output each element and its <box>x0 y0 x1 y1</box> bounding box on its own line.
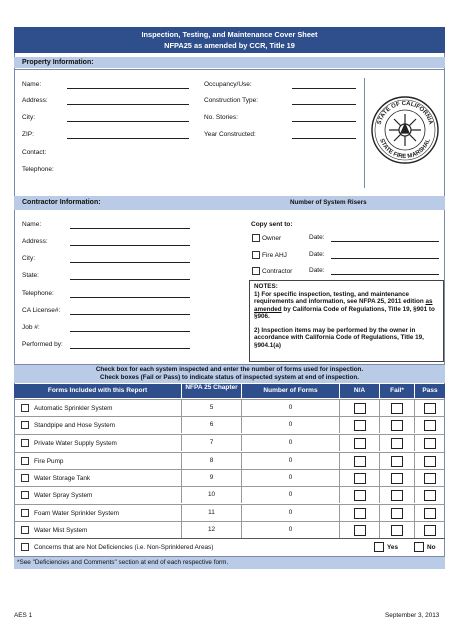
na-checkbox[interactable] <box>354 456 366 467</box>
header-chapter: NFPA 25 Chapter <box>182 384 242 398</box>
na-cell <box>340 470 380 486</box>
contractor-field-label: Address: <box>22 238 48 245</box>
copy-sent-checkbox[interactable] <box>252 251 260 259</box>
form-name-cell <box>14 522 182 538</box>
seal-area <box>364 78 444 188</box>
property-field-input[interactable] <box>67 104 189 105</box>
fail-checkbox[interactable] <box>391 403 403 414</box>
chapter-cell: 10 <box>182 487 242 503</box>
property-detail-input[interactable] <box>292 88 356 89</box>
form-name-cell <box>14 470 182 486</box>
system-inspected-checkbox[interactable] <box>21 404 29 412</box>
state-fire-marshal-seal-icon <box>365 78 445 188</box>
system-inspected-checkbox[interactable] <box>21 526 29 534</box>
na-checkbox[interactable] <box>354 525 366 536</box>
table-row <box>14 504 445 521</box>
pass-checkbox[interactable] <box>424 508 436 519</box>
contractor-field-label: Telephone: <box>22 290 54 297</box>
contractor-field-label: City: <box>22 255 35 262</box>
title-line-2: NFPA25 as amended by CCR, Title 19 <box>164 41 295 50</box>
copy-sent-option-label: Owner <box>262 235 282 242</box>
header-na: N/A <box>340 384 380 398</box>
contractor-field-input[interactable] <box>70 331 190 332</box>
number-of-forms-cell[interactable]: 0 <box>242 400 340 416</box>
copy-sent-date-input[interactable] <box>331 258 439 259</box>
contractor-field-input[interactable] <box>70 279 190 280</box>
table-row <box>14 416 445 433</box>
fail-checkbox[interactable] <box>391 438 403 449</box>
form-name-label: Water Storage Tank <box>34 475 91 482</box>
property-section-heading: Property Information: <box>14 57 445 68</box>
property-field-label: City: <box>22 114 35 121</box>
number-of-forms-cell[interactable]: 0 <box>242 417 340 433</box>
copy-sent-date-label: Date: <box>309 267 325 274</box>
copy-sent-date-label: Date: <box>309 234 325 241</box>
copy-sent-date-label: Date: <box>309 251 325 258</box>
header-number-of-forms: Number of Forms <box>242 384 340 398</box>
pass-cell <box>415 453 445 469</box>
na-cell <box>340 505 380 521</box>
na-cell <box>340 400 380 416</box>
instructions-line-2: Check boxes (Fail or Pass) to indicate status of inspected system at end of inspection. <box>100 374 359 381</box>
copy-sent-checkbox[interactable] <box>252 234 260 242</box>
contractor-field-label: CA License#: <box>22 307 61 314</box>
header-fail: Fail* <box>380 384 415 398</box>
property-field-label: ZIP: <box>22 131 34 138</box>
form-name-label: Automatic Sprinkler System <box>34 405 113 412</box>
system-inspected-checkbox[interactable] <box>21 457 29 465</box>
form-name-cell <box>14 505 182 521</box>
contractor-field-input[interactable] <box>70 245 190 246</box>
na-checkbox[interactable] <box>354 473 366 484</box>
fail-cell <box>380 470 415 486</box>
pass-cell <box>415 417 445 433</box>
chapter-cell: 8 <box>182 453 242 469</box>
form-name-cell <box>14 400 182 416</box>
table-row <box>14 469 445 486</box>
copy-sent-checkbox[interactable] <box>252 267 260 275</box>
pass-cell <box>415 487 445 503</box>
pass-checkbox[interactable] <box>424 456 436 467</box>
form-name-label: Private Water Supply System <box>34 440 117 447</box>
number-of-forms-cell[interactable]: 0 <box>242 470 340 486</box>
chapter-cell: 5 <box>182 400 242 416</box>
instructions-line-1: Check box for each system inspected and enter the number of forms used for inspection. <box>95 366 364 373</box>
note-1-text-end: by California Code of Regulations, Title 19, §901 to §906. <box>254 305 435 320</box>
na-checkbox[interactable] <box>354 438 366 449</box>
fail-cell <box>380 522 415 538</box>
copy-sent-date-input[interactable] <box>331 274 439 275</box>
form-name-label: Water Spray System <box>34 492 93 499</box>
system-inspected-checkbox[interactable] <box>21 421 29 429</box>
na-cell <box>340 522 380 538</box>
fail-checkbox[interactable] <box>391 525 403 536</box>
na-cell <box>340 435 380 451</box>
number-of-forms-cell[interactable]: 0 <box>242 435 340 451</box>
system-inspected-checkbox[interactable] <box>21 439 29 447</box>
property-field-input[interactable] <box>67 88 189 89</box>
contractor-field-input[interactable] <box>70 262 190 263</box>
contractor-field-input[interactable] <box>70 297 190 298</box>
form-name-cell <box>14 435 182 451</box>
chapter-cell: 12 <box>182 522 242 538</box>
yes-label: Yes <box>387 544 399 551</box>
concerns-label: Concerns that are Not Deficiencies (i.e. Non-Sprinklered Areas) <box>34 544 214 551</box>
chapter-cell: 6 <box>182 417 242 433</box>
property-detail-label: Occupancy/Use: <box>204 81 252 88</box>
contractor-field-input[interactable] <box>70 314 190 315</box>
notes-title: NOTES: <box>254 283 278 290</box>
number-of-forms-cell[interactable]: 0 <box>242 505 340 521</box>
form-name-label: Fire Pump <box>34 458 64 465</box>
no-label: No <box>427 544 436 551</box>
pass-checkbox[interactable] <box>424 490 436 501</box>
fail-cell <box>380 453 415 469</box>
number-of-forms-cell[interactable]: 0 <box>242 487 340 503</box>
form-name-cell <box>14 453 182 469</box>
pass-checkbox[interactable] <box>424 473 436 484</box>
system-inspected-checkbox[interactable] <box>21 474 29 482</box>
contractor-field-label: Job #: <box>22 324 40 331</box>
fail-checkbox[interactable] <box>391 490 403 501</box>
property-detail-input[interactable] <box>292 138 356 139</box>
fail-cell <box>380 435 415 451</box>
copy-sent-option-label: Fire AHJ <box>262 252 287 259</box>
property-field-label: Address: <box>22 97 48 104</box>
property-detail-input[interactable] <box>292 104 356 105</box>
property-detail-label: Construction Type: <box>204 97 259 104</box>
chapter-cell: 9 <box>182 470 242 486</box>
pass-cell <box>415 505 445 521</box>
property-detail-input[interactable] <box>292 121 356 122</box>
notes-box <box>249 280 444 362</box>
form-name-label: Foam Water Sprinkler System <box>34 510 119 517</box>
fail-checkbox[interactable] <box>391 456 403 467</box>
concerns-row <box>14 538 445 556</box>
table-row <box>14 434 445 451</box>
footnote: *See "Deficiencies and Comments" section at end of each respective form. <box>14 556 445 569</box>
contractor-field-label: State: <box>22 272 39 279</box>
table-row <box>14 486 445 503</box>
na-cell <box>340 417 380 433</box>
pass-checkbox[interactable] <box>424 403 436 414</box>
na-checkbox[interactable] <box>354 403 366 414</box>
fail-checkbox[interactable] <box>391 420 403 431</box>
note-1-underlined: as amended <box>254 298 433 313</box>
footer-date: September 3, 2013 <box>385 612 440 619</box>
no-checkbox[interactable] <box>414 542 424 552</box>
fail-cell <box>380 417 415 433</box>
copy-sent-date-input[interactable] <box>331 241 439 242</box>
note-1-text: 1) For specific inspection, testing, and maintenance requirements and information, see NFPA 25, 2011 edition <box>254 290 426 305</box>
note-1 <box>254 291 439 321</box>
contractor-heading-text: Contractor Information: <box>22 199 101 206</box>
property-field-label: Contact: <box>22 149 47 156</box>
instructions-band <box>14 364 445 383</box>
form-name-cell <box>14 487 182 503</box>
property-field-input[interactable] <box>67 138 189 139</box>
form-name-label: Standpipe and Hose System <box>34 422 115 429</box>
contractor-section-heading <box>14 196 445 210</box>
pass-cell <box>415 470 445 486</box>
header-forms: Forms Included with this Report <box>14 384 182 398</box>
yes-checkbox[interactable] <box>374 542 384 552</box>
fail-cell <box>380 505 415 521</box>
contractor-field-input[interactable] <box>70 228 190 229</box>
divider <box>14 69 445 70</box>
property-field-label: Telephone: <box>22 166 54 173</box>
copy-sent-to-label: Copy sent to: <box>251 221 293 228</box>
property-field-input[interactable] <box>67 121 189 122</box>
system-inspected-checkbox[interactable] <box>21 491 29 499</box>
form-name-cell <box>14 417 182 433</box>
header-pass: Pass <box>422 387 438 394</box>
number-of-forms-cell[interactable]: 0 <box>242 453 340 469</box>
na-checkbox[interactable] <box>354 508 366 519</box>
note-2: 2) Inspection items may be performed by the owner in accordance with California Code of Regulations, Title 19, §904.1(a) <box>254 326 424 349</box>
page-title <box>14 27 445 53</box>
fail-cell <box>380 400 415 416</box>
forms-table-header <box>14 384 445 398</box>
pass-cell <box>415 522 445 538</box>
table-row <box>14 452 445 469</box>
system-inspected-checkbox[interactable] <box>21 509 29 517</box>
table-row <box>14 521 445 538</box>
pass-cell <box>415 435 445 451</box>
table-row <box>14 399 445 416</box>
footer-form-id: AES 1 <box>14 612 33 619</box>
copy-sent-option-label: Contractor <box>262 268 293 275</box>
pass-checkbox[interactable] <box>424 438 436 449</box>
chapter-cell: 11 <box>182 505 242 521</box>
chapter-cell: 7 <box>182 435 242 451</box>
contractor-field-input[interactable] <box>70 348 190 349</box>
pass-cell <box>415 400 445 416</box>
number-of-forms-cell[interactable]: 0 <box>242 522 340 538</box>
svg-text:STATE FIRE MARSHAL: STATE FIRE MARSHAL <box>378 138 432 161</box>
contractor-field-label: Performed by: <box>22 341 63 348</box>
na-checkbox[interactable] <box>354 490 366 501</box>
contractor-field-label: Name: <box>22 221 42 228</box>
property-detail-label: Year Constructed: <box>204 131 256 138</box>
fail-checkbox[interactable] <box>391 473 403 484</box>
fail-cell <box>380 487 415 503</box>
concerns-checkbox[interactable] <box>21 543 29 551</box>
pass-checkbox[interactable] <box>424 420 436 431</box>
property-field-label: Name: <box>22 81 42 88</box>
form-name-label: Water Mist System <box>34 527 88 534</box>
na-cell <box>340 453 380 469</box>
na-cell <box>340 487 380 503</box>
pass-checkbox[interactable] <box>424 525 436 536</box>
fail-checkbox[interactable] <box>391 508 403 519</box>
property-detail-label: No. Stories: <box>204 114 238 121</box>
na-checkbox[interactable] <box>354 420 366 431</box>
svg-text:STATE OF CALIFORNIA: STATE OF CALIFORNIA <box>376 100 434 126</box>
system-risers-heading: Number of System Risers <box>290 199 367 206</box>
title-line-1: Inspection, Testing, and Maintenance Cover Sheet <box>141 30 318 39</box>
